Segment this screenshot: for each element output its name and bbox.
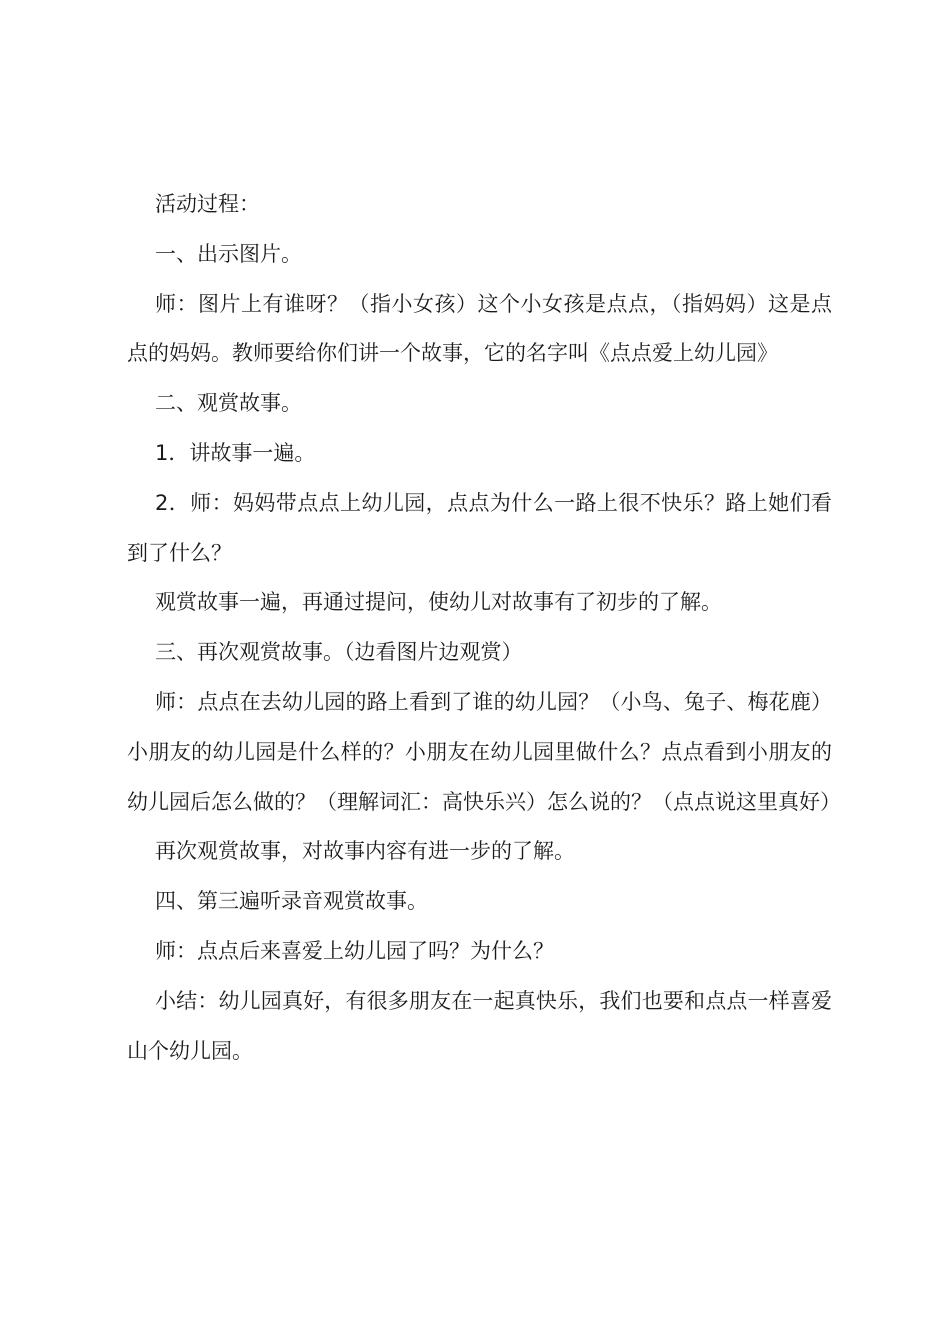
paragraph-step-1: 1．讲故事一遍。 [155, 440, 316, 465]
paragraph-section-1: 一、出示图片。 [155, 241, 302, 266]
paragraph-step-2: 2．师：妈妈带点点上幼儿园，点点为什么一路上很不快乐？路上她们看到了什么？ [127, 490, 832, 565]
document-body [127, 180, 841, 1076]
paragraph-section-3: 三、再次观赏故事。（边看图片边观赏） [155, 640, 523, 665]
paragraph-teacher-questions: 师：点点在去幼儿园的路上看到了谁的幼儿园？（小鸟、兔子、梅花鹿）小朋友的幼儿园是什么样的？小朋友在幼儿园里做什么？点点看到小朋友的幼儿园后怎么做的？（理解词汇：高快乐兴）怎么说的？（点点说这里真好） [127, 689, 841, 814]
paragraph-conclusion: 小结：幼儿园真好，有很多朋友在一起真快乐，我们也要和点点一样喜爱山个幼儿园。 [127, 988, 832, 1063]
paragraph-summary-1: 观赏故事一遍，再通过提问，使幼儿对故事有了初步的了解。 [155, 590, 722, 615]
paragraph-teacher-final: 师：点点后来喜爱上幼儿园了吗？为什么？ [155, 938, 554, 963]
paragraph-section-2: 二、观赏故事。 [155, 391, 302, 416]
paragraph-section-4: 四、第三遍听录音观赏故事。 [155, 889, 428, 914]
paragraph-heading-process: 活动过程： [155, 192, 260, 216]
paragraph-teacher-intro: 师：图片上有谁呀？（指小女孩）这个小女孩是点点，（指妈妈）这是点点的妈妈。教师要给你们讲一个故事，它的名字叫《点点爱上幼儿园》 [127, 291, 832, 366]
paragraph-summary-2: 再次观赏故事，对故事内容有进一步的了解。 [155, 839, 575, 864]
